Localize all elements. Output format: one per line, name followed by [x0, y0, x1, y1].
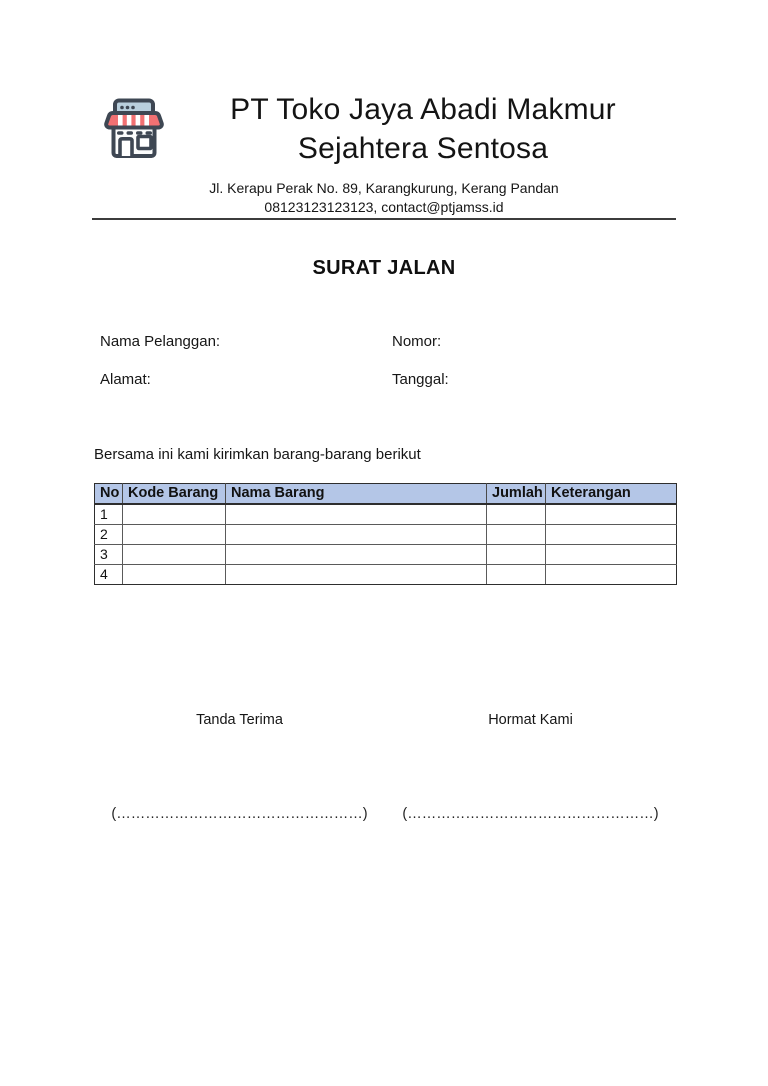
company-contact-block: [92, 179, 676, 217]
cell-kode: [123, 504, 226, 524]
cell-keterangan: [546, 564, 677, 584]
col-header-no: No: [95, 484, 123, 505]
table-header-row: [95, 484, 677, 505]
number-label: Nomor:: [392, 333, 442, 350]
cell-no: 3: [95, 544, 123, 564]
cell-jumlah: [487, 504, 546, 524]
company-name-line1: PT Toko Jaya Abadi Makmur: [230, 93, 616, 126]
table-row: [95, 564, 677, 584]
intro-text: Bersama ini kami kirimkan barang-barang berikut: [94, 446, 421, 463]
signature-label-tanda-terima: Tanda Terima: [196, 712, 283, 728]
col-header-jumlah: Jumlah: [487, 484, 546, 505]
storefront-icon: [98, 95, 170, 167]
cell-no: 4: [95, 564, 123, 584]
cell-kode: [123, 564, 226, 584]
signature-line-left: (……………………………………………): [111, 806, 368, 822]
cell-nama: [226, 564, 487, 584]
cell-no: 1: [95, 504, 123, 524]
cell-keterangan: [546, 524, 677, 544]
table-row: [95, 544, 677, 564]
cell-nama: [226, 504, 487, 524]
date-label: Tanggal:: [392, 371, 449, 388]
company-contact: 08123123123123, contact@ptjamss.id: [264, 199, 504, 215]
header-divider: [92, 218, 676, 220]
company-name: [170, 90, 676, 168]
cell-nama: [226, 544, 487, 564]
cell-no: 2: [95, 524, 123, 544]
cell-jumlah: [487, 524, 546, 544]
cell-keterangan: [546, 544, 677, 564]
table-row: [95, 504, 677, 524]
cell-nama: [226, 524, 487, 544]
cell-jumlah: [487, 564, 546, 584]
company-name-line2: Sejahtera Sentosa: [297, 132, 549, 165]
cell-kode: [123, 544, 226, 564]
cell-jumlah: [487, 544, 546, 564]
col-header-kode: Kode Barang: [123, 484, 226, 505]
cell-keterangan: [546, 504, 677, 524]
col-header-nama: Nama Barang: [226, 484, 487, 505]
signature-line-right: (……………………………………………): [402, 806, 659, 822]
col-header-keterangan: Keterangan: [546, 484, 677, 505]
company-address: Jl. Kerapu Perak No. 89, Karangkurung, Kerang Pandan: [209, 180, 559, 196]
items-table: [94, 483, 677, 585]
table-row: [95, 524, 677, 544]
document-title: SURAT JALAN: [312, 257, 456, 279]
signature-label-hormat-kami: Hormat Kami: [488, 712, 573, 728]
cell-kode: [123, 524, 226, 544]
address-label: Alamat:: [100, 371, 151, 388]
customer-name-label: Nama Pelanggan:: [100, 333, 221, 350]
